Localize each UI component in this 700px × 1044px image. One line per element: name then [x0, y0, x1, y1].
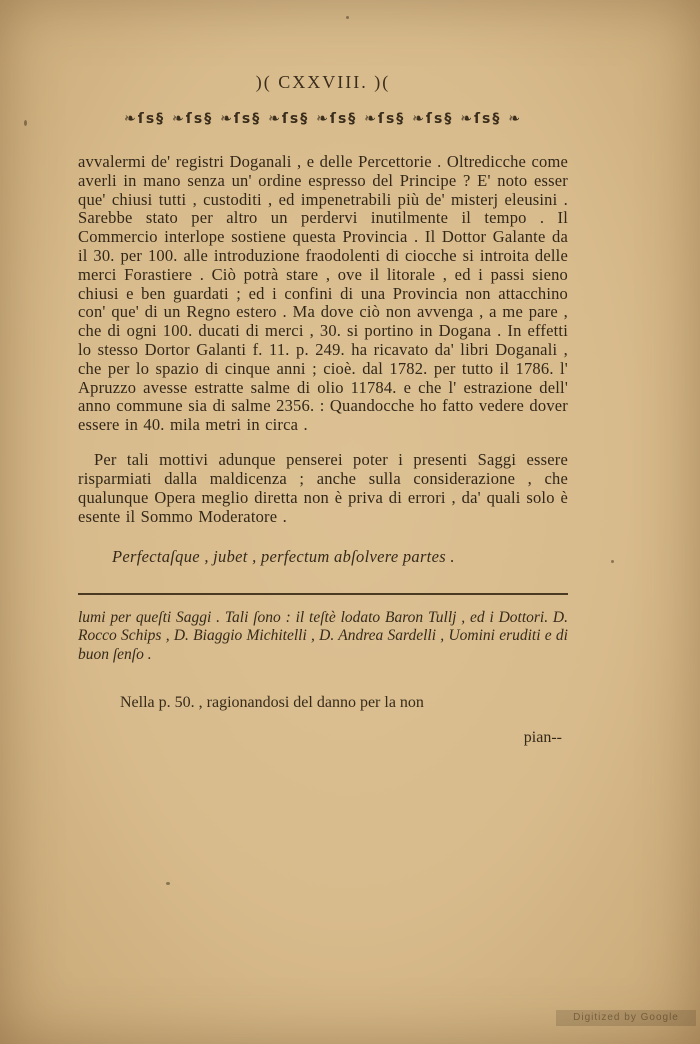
fleuron-ornament-row: ❧ſs§ ❧ſs§ ❧ſs§ ❧ſs§ ❧ſs§ ❧ſs§ ❧ſs§ ❧ſs§ ❧	[124, 111, 522, 127]
footnote-rule	[78, 593, 568, 595]
page-number-header: )( CXXVIII. )(	[255, 72, 391, 92]
digitization-watermark: Digitized by Google	[556, 1010, 696, 1026]
scan-speckle	[346, 16, 349, 19]
footnote-2: Nella p. 50. , ragionandosi del danno per la non	[120, 694, 424, 712]
latin-quote: Perfectaſque , jubet , perfectum abſolvere partes .	[112, 546, 455, 566]
scan-speckle	[166, 882, 170, 885]
scan-speckle	[24, 120, 27, 126]
text-column	[78, 72, 568, 747]
scan-speckle	[611, 560, 614, 563]
footnote-1: lumi per queſti Saggi . Tali ſono : il teſtè lodato Baron Tullj , ed i Dottori. D. Rocco Schips , D. Biaggio Michitelli , D. Andrea Sardelli , Uomini eruditi e di buon ſenſo .	[78, 608, 568, 663]
body-paragraph-1: avvalermi de' registri Doganali , e delle Percettorie . Oltredicche come averli in mano senza un' ordine espresso del Principe ? E' noto esser que' chiusi tutti , custoditi , ed impenetrabili più de' misterj eleusini . Sarebbe stato per altro un perdervi inutilmente il tempo . Il Commercio interlope sostiene questa Provincia . Il Dottor Galante da il 30. per 100. alle introduzione fraodolenti di ciocche si introita delle merci Forastiere . Ciò potrà stare , ove il litorale , ed i passi sieno chiusi e ben guardati ; ed i confini di una Provincia non attacchino con' que' di un Regno estero . Ma dove ciò non avvenga , a me pare , che di ogni 100. ducati di merci , 30. si portino in Dogana . In effetti lo stesso Dortor Galanti f. 11. p. 249. ha ricavato da' libri Doganali , che per lo spazio di cinque anni ; cioè. dal 1782. per tutto il 1786. l' Apruzzo avesse estratte salme di olio 11784. e che l' estrazione dell' anno commune sia di salme 2356. : Quandocche ho fatto vedere dover essere in 40. mila metri in circa .	[78, 152, 568, 435]
catchword: pian--	[523, 728, 562, 746]
body-paragraph-2: Per tali mottivi adunque penserei poter i presenti Saggi essere risparmiati dalla maldicenza ; anche sulla considerazione , che qualunque Opera meglio diretta non è priva di errori , da' quali solo è esente il Sommo Moderatore .	[78, 450, 568, 526]
